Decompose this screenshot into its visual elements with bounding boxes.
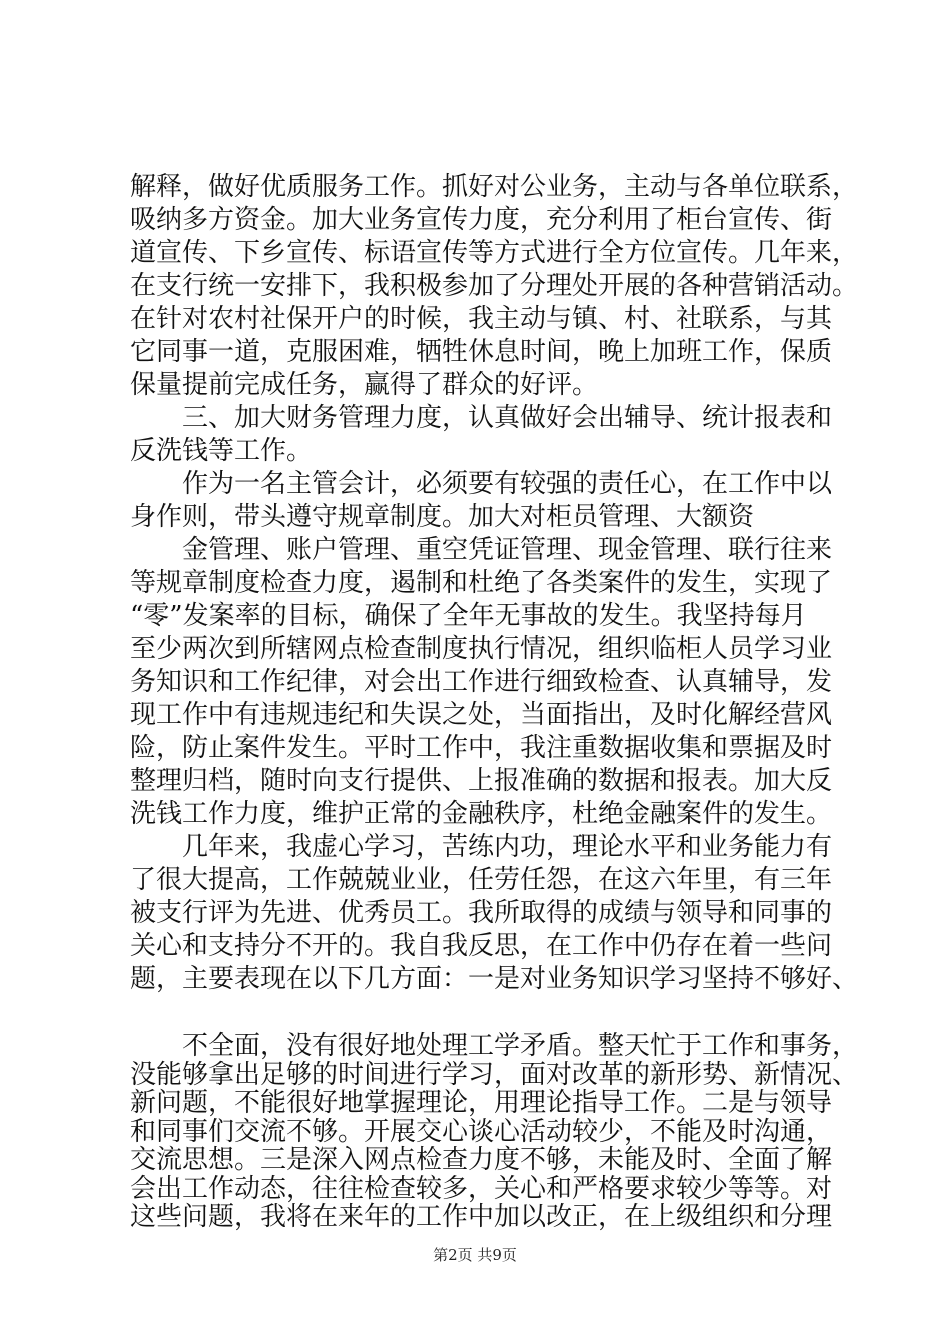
body-text-line: 道宣传、下乡宣传、标语宣传等方式进行全方位宣传。几年来， <box>130 238 859 268</box>
page-number-footer: 第2页 共9页 <box>433 1246 517 1264</box>
body-text-line: 务知识和工作纪律，对会出工作进行细致检查、认真辅导，发 <box>130 667 833 697</box>
body-text-line: 作为一名主管会计，必须要有较强的责任心，在工作中以 <box>130 469 833 499</box>
body-text-line: 不全面，没有很好地处理工学矛盾。整天忙于工作和事务， <box>130 1031 859 1061</box>
body-text-line-last: 这些问题，我将在来年的工作中加以改正，在上级组织和分理 <box>130 1202 833 1232</box>
body-text-line: 被支行评为先进、优秀员工。我所取得的成绩与领导和同事的 <box>130 898 833 928</box>
body-text-line: 新问题，不能很好地掌握理论，用理论指导工作。二是与领导 <box>130 1088 833 1118</box>
body-text-line: 关心和支持分不开的。我自我反思，在工作中仍存在着一些问 <box>130 931 833 961</box>
body-text-line: 和同事们交流不够。开展交心谈心活动较少，不能及时沟通， <box>130 1116 833 1147</box>
body-text-line: 几年来，我虚心学习，苦练内功，理论水平和业务能力有 <box>130 832 833 862</box>
body-text-line: 交流思想。三是深入网点检查力度不够，未能及时、全面了解 <box>130 1145 833 1175</box>
body-text-line: 至少两次到所辖网点检查制度执行情况，组织临柜人员学习业 <box>130 634 833 664</box>
body-text-line: 身作则，带头遵守规章制度。加大对柜员管理、大额资 <box>130 502 755 532</box>
body-text-line: 整理归档，随时向支行提供、上报准确的数据和报表。加大反 <box>130 766 833 796</box>
body-text-line: 险，防止案件发生。平时工作中，我注重数据收集和票据及时 <box>130 733 833 763</box>
body-text-line: 它同事一道，克服困难，牺牲休息时间，晚上加班工作，保质 <box>130 337 833 367</box>
body-text-line: 洗钱工作力度，维护正常的金融秩序，杜绝金融案件的发生。 <box>130 799 833 829</box>
body-text-line: 题，主要表现在以下几方面：一是对业务知识学习坚持不够好、 <box>130 964 859 994</box>
section-heading-line: 三、加大财务管理力度，认真做好会出辅导、统计报表和 <box>130 403 833 433</box>
body-text-line: 金管理、账户管理、重空凭证管理、现金管理、联行往来 <box>130 535 833 565</box>
body-text-line: “零”发案率的目标，确保了全年无事故的发生。我坚持每月 <box>130 601 807 631</box>
body-text-line: 保量提前完成任务，赢得了群众的好评。 <box>130 370 599 400</box>
body-text-line: 吸纳多方资金。加大业务宣传力度，充分利用了柜台宣传、街 <box>130 205 833 235</box>
body-text-line: 在针对农村社保开户的时候，我主动与镇、村、社联系，与其 <box>130 304 833 334</box>
section-heading-line: 反洗钱等工作。 <box>130 436 313 466</box>
body-text-line: 在支行统一安排下，我积极参加了分理处开展的各种营销活动。 <box>130 271 859 301</box>
body-text-line: 没能够拿出足够的时间进行学习，面对改革的新形势、新情况、 <box>130 1059 859 1090</box>
body-text-line: 现工作中有违规违纪和失误之处，当面指出，及时化解经营风 <box>130 700 833 730</box>
body-text-line: 会出工作动态，往往检查较多，关心和严格要求较少等等。对 <box>130 1173 833 1204</box>
body-text-line: 了很大提高，工作兢兢业业，任劳任怨，在这六年里，有三年 <box>130 865 833 895</box>
body-text-line: 等规章制度检查力度，遏制和杜绝了各类案件的发生，实现了 <box>130 568 833 598</box>
body-text-line: 解释，做好优质服务工作。抓好对公业务，主动与各单位联系， <box>130 172 859 202</box>
